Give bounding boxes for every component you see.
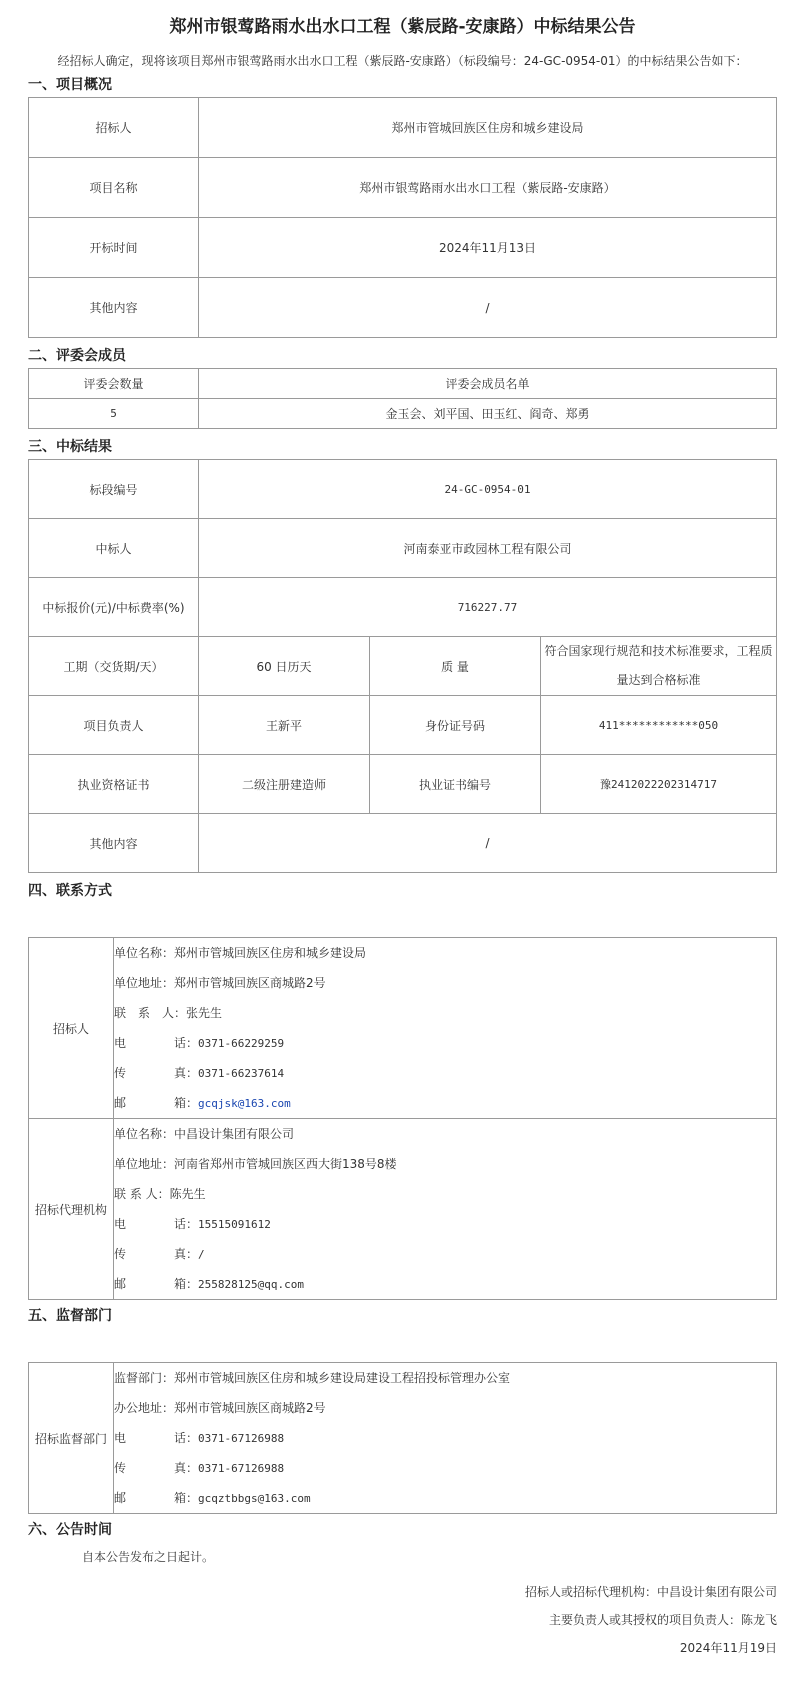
row-label: 身份证号码 <box>370 696 541 755</box>
row-label: 中标报价(元)/中标费率(%) <box>29 578 199 637</box>
table-row <box>29 637 777 696</box>
row-label: 执业资格证书 <box>29 755 199 814</box>
project-manager: 王新平 <box>199 696 370 755</box>
page-title: 郑州市银莺路雨水出水口工程（紫辰路-安康路）中标结果公告 <box>169 17 636 37</box>
intro-paragraph: 经招标人确定，现将该项目郑州市银莺路雨水出水口工程（紫辰路-安康路）（标段编号：24-GC-0954-01）的中标结果公告如下： <box>57 54 748 68</box>
contact-line: 邮 箱：gcqztbbgs@163.com <box>114 1491 311 1505</box>
contact-table <box>28 937 777 1300</box>
contact-line: 邮 箱：gcqjsk@163.com <box>114 1096 291 1110</box>
row-value: / <box>199 278 777 338</box>
quality-standard: 符合国家现行规范和技术标准要求，工程质量达到合格标准 <box>541 637 777 696</box>
table-row <box>29 158 777 218</box>
project-overview-table <box>28 97 777 338</box>
section-number: 24-GC-0954-01 <box>199 460 777 519</box>
supervision-label: 招标监督部门 <box>29 1363 114 1514</box>
supervision-table <box>28 1362 777 1514</box>
contact-line: 监督部门：郑州市管城回族区住房和城乡建设局建设工程招投标管理办公室 <box>114 1371 511 1385</box>
contact-line: 邮 箱：255828125@qq.com <box>114 1277 304 1291</box>
table-row <box>29 696 777 755</box>
row-label: 质 量 <box>370 637 541 696</box>
row-value: 郑州市管城回族区住房和城乡建设局 <box>199 98 777 158</box>
contact-line: 单位名称：郑州市管城回族区住房和城乡建设局 <box>114 946 367 960</box>
table-header-row <box>29 369 777 399</box>
tenderer-contact-block <box>114 938 777 1119</box>
row-label: 其他内容 <box>29 278 199 338</box>
table-row <box>29 814 777 873</box>
agency-contact-block <box>114 1119 777 1300</box>
row-label: 项目负责人 <box>29 696 199 755</box>
section-1-heading: 一、项目概况 <box>28 77 112 93</box>
section-4-heading: 四、联系方式 <box>28 883 112 899</box>
section-2-heading: 二、评委会成员 <box>28 348 126 364</box>
tenderer-email-link[interactable]: gcqjsk@163.com <box>198 1097 291 1110</box>
row-label: 工期（交货期/天） <box>29 637 199 696</box>
table-row <box>29 460 777 519</box>
table-row <box>29 755 777 814</box>
winning-price: 716227.77 <box>199 578 777 637</box>
row-label: 招标人 <box>29 98 199 158</box>
contact-line: 单位地址：郑州市管城回族区商城路2号 <box>114 976 326 990</box>
contact-line: 传 真：/ <box>114 1247 205 1261</box>
winning-bidder: 河南泰亚市政园林工程有限公司 <box>199 519 777 578</box>
construction-period: 60 日历天 <box>199 637 370 696</box>
agency-label: 招标代理机构 <box>29 1119 114 1300</box>
footer-agency: 招标人或招标代理机构：中昌设计集团有限公司 <box>524 1585 777 1599</box>
contact-line: 电 话：0371-66229259 <box>114 1036 285 1050</box>
contact-line: 电 话：15515091612 <box>114 1217 271 1231</box>
table-row <box>29 1363 777 1514</box>
section-3-heading: 三、中标结果 <box>28 439 112 455</box>
table-row <box>29 278 777 338</box>
certificate-number: 豫2412022202314717 <box>541 755 777 814</box>
other-content: / <box>199 814 777 873</box>
committee-table <box>28 368 777 429</box>
contact-line: 联 系 人：陈先生 <box>114 1187 206 1201</box>
section-6-heading: 六、公告时间 <box>28 1522 112 1538</box>
contact-line: 单位名称：中昌设计集团有限公司 <box>114 1127 295 1141</box>
committee-count: 5 <box>29 399 199 429</box>
contact-line: 办公地址：郑州市管城回族区商城路2号 <box>114 1401 326 1415</box>
contact-line: 联 系 人：张先生 <box>114 1006 223 1020</box>
row-label: 其他内容 <box>29 814 199 873</box>
contact-line: 单位地址：河南省郑州市管城回族区西大街138号8楼 <box>114 1157 397 1171</box>
table-row <box>29 218 777 278</box>
supervision-contact-block <box>114 1363 777 1514</box>
contact-line: 传 真：0371-66237614 <box>114 1066 285 1080</box>
table-row <box>29 578 777 637</box>
row-label: 中标人 <box>29 519 199 578</box>
row-value: 2024年11月13日 <box>199 218 777 278</box>
table-row <box>29 1119 777 1300</box>
table-row <box>29 399 777 429</box>
row-label: 开标时间 <box>29 218 199 278</box>
committee-members: 金玉会、刘平国、田玉红、阎奇、郑勇 <box>199 399 777 429</box>
table-row <box>29 938 777 1119</box>
qualification: 二级注册建造师 <box>199 755 370 814</box>
row-label: 项目名称 <box>29 158 199 218</box>
row-value: 郑州市银莺路雨水出水口工程（紫辰路-安康路） <box>199 158 777 218</box>
footer-person: 主要负责人或其授权的项目负责人：陈龙飞 <box>548 1613 777 1627</box>
id-number: 411************050 <box>541 696 777 755</box>
award-result-table <box>28 459 777 873</box>
table-row <box>29 519 777 578</box>
row-label: 执业证书编号 <box>370 755 541 814</box>
committee-members-header: 评委会成员名单 <box>199 369 777 399</box>
announcement-period-text: 自本公告发布之日起计。 <box>82 1550 215 1564</box>
footer-date: 2024年11月19日 <box>679 1641 777 1655</box>
contact-line: 电 话：0371-67126988 <box>114 1431 285 1445</box>
announcement-document <box>28 0 777 1662</box>
committee-count-header: 评委会数量 <box>29 369 199 399</box>
section-5-heading: 五、监督部门 <box>28 1308 112 1324</box>
table-row <box>29 98 777 158</box>
contact-line: 传 真：0371-67126988 <box>114 1461 285 1475</box>
tenderer-label: 招标人 <box>29 938 114 1119</box>
row-label: 标段编号 <box>29 460 199 519</box>
